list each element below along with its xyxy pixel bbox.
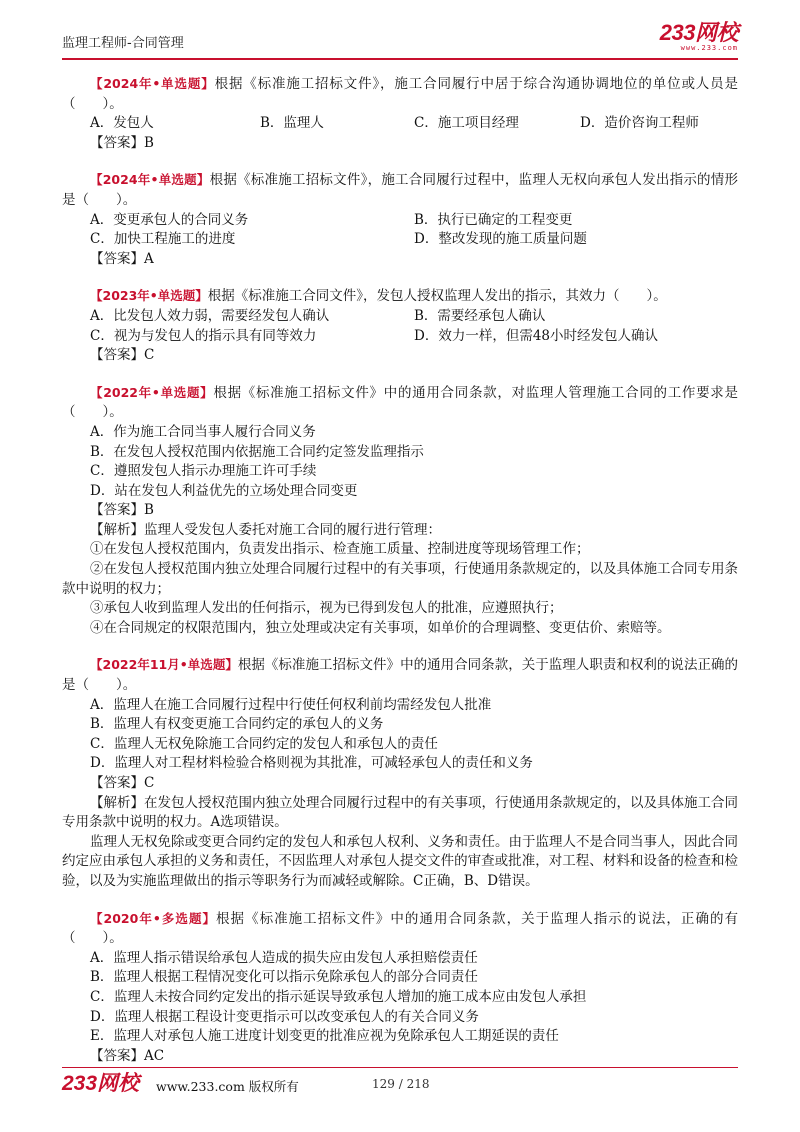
option: B．需要经承包人确认	[414, 307, 546, 324]
answer: 【答案】C	[90, 347, 155, 364]
question-tag: 【2022年•单选题】	[90, 384, 214, 400]
option: D．监理人对工程材料检验合格则视为其批准，可减轻承包人的责任和义务	[90, 755, 533, 772]
option: C．视为与发包人的指示具有同等效力	[90, 327, 317, 344]
question-stem	[62, 383, 738, 423]
question-block	[62, 170, 738, 269]
option: D．站在发包人利益优先的立场处理合同变更	[90, 482, 358, 499]
option: A．监理人在施工合同履行过程中行使任何权利前均需经发包人批准	[90, 696, 492, 713]
option: C．监理人未按合同约定发出的指示延误导致承包人增加的施工成本应由发包人承担	[90, 988, 587, 1005]
answer: 【答案】C	[90, 775, 155, 791]
option: B．监理人	[260, 115, 324, 132]
question-stem	[62, 909, 738, 949]
option: E．监理人对承包人施工进度计划变更的批准应视为免除承包人工期延误的责任	[90, 1028, 559, 1045]
options-grid	[62, 307, 738, 346]
option: C．遵照发包人指示办理施工许可手续	[90, 463, 317, 480]
options-grid	[62, 211, 738, 250]
option: B．监理人有权变更施工合同约定的承包人的义务	[90, 716, 384, 733]
question-tag: 【2023年•单选题】	[90, 288, 208, 304]
header-divider	[62, 58, 738, 60]
option: C．加快工程施工的进度	[90, 231, 236, 248]
explanation-line: 【解析】在发包人授权范围内独立处理合同履行过程中的有关事项，行使通用条款规定的，以及具体施工合同专用条款中说明的权力。A选项错误。	[62, 794, 738, 831]
footer-logo: 233网校	[62, 1072, 140, 1095]
answer: 【答案】B	[90, 134, 154, 151]
page-header	[62, 22, 738, 56]
document-title: 监理工程师-合同管理	[62, 36, 184, 51]
question-text: 根据《标准施工招标文件》中的通用合同条款，关于监理人指示的说法，正确的有（ ）。	[62, 910, 739, 947]
explanation-line: ③承包人收到监理人发出的任何指示，视为已得到发包人的批准，应遵照执行；	[90, 600, 563, 617]
option: B．执行已确定的工程变更	[414, 211, 573, 228]
brand-logo	[660, 22, 738, 53]
options-row	[62, 114, 738, 134]
page-content	[62, 74, 738, 1083]
question-text: 根据《标准施工合同文件》，发包人授权监理人发出的指示，其效力（ ）。	[207, 288, 667, 305]
explanation-line: 监理人无权免除或变更合同约定的发包人和承包人权利、义务和责任。由于监理人不是合同当事人，因此合同约定应由承包人承担的义务和责任，不因监理人对承包人提交文件的审查或批准，对工程、材料和设备的检查和检验，以及为实施监理做出的指示等职务行为而减轻或解除。C正确，B、D错误。	[62, 833, 738, 889]
question-text: 根据《标准施工招标文件》，施工合同履行中居于综合沟通协调地位的单位或人员是（ ）。	[62, 76, 738, 112]
option: D．造价咨询工程师	[580, 115, 699, 132]
answer: 【答案】AC	[90, 1047, 165, 1064]
question-tag: 【2024年•单选题】	[90, 172, 210, 188]
footer-copyright: www.233.com 版权所有	[156, 1079, 299, 1094]
option: A．发包人	[90, 115, 154, 132]
question-block	[62, 909, 738, 1067]
question-stem	[62, 74, 738, 114]
explanation-line: ④在合同规定的权限范围内，独立处理或决定有关事项，如单价的合理调整、变更估价、索赔等。	[90, 619, 671, 636]
option: C．监理人无权免除施工合同约定的发包人和承包人的责任	[90, 735, 438, 752]
option: B．监理人根据工程情况变化可以指示免除承包人的部分合同责任	[90, 969, 478, 986]
question-block	[62, 74, 738, 153]
option: D．效力一样，但需48小时经发包人确认	[414, 327, 659, 344]
question-stem	[62, 170, 738, 210]
option: A．变更承包人的合同义务	[90, 211, 249, 228]
option: A．监理人指示错误给承包人造成的损失应由发包人承担赔偿责任	[90, 949, 478, 966]
question-block	[62, 655, 738, 891]
answer: 【答案】A	[90, 250, 154, 267]
question-tag: 【2022年11月•单选题】	[90, 657, 238, 673]
page-number: 129 / 218	[372, 1077, 430, 1091]
explanation-line: 【解析】监理人受发包人委托对施工合同的履行进行管理：	[90, 521, 441, 538]
explanation-line: ①在发包人授权范围内，负责发出指示、检查施工质量、控制进度等现场管理工作；	[90, 541, 590, 558]
option: A．作为施工合同当事人履行合同义务	[90, 423, 316, 440]
question-text: 根据《标准施工招标文件》中的通用合同条款，对监理人管理施工合同的工作要求是（ ）。	[62, 384, 739, 421]
option: D．整改发现的施工质量问题	[414, 231, 587, 248]
question-tag: 【2020年•多选题】	[90, 910, 217, 926]
question-text: 根据《标准施工招标文件》中的通用合同条款，关于监理人职责和权利的说法正确的是（ ）。	[62, 657, 738, 694]
question-tag: 【2024年•单选题】	[90, 76, 215, 91]
option: D．监理人根据工程设计变更指示可以改变承包人的有关合同义务	[90, 1008, 479, 1025]
question-text: 根据《标准施工招标文件》，施工合同履行过程中，监理人无权向承包人发出指示的情形是（ ）。	[62, 172, 739, 208]
page-footer	[62, 1073, 738, 1097]
question-stem	[62, 655, 738, 695]
question-stem	[62, 286, 738, 307]
question-block	[62, 383, 738, 639]
logo-url: www.233.com	[680, 44, 738, 52]
logo-text: 233网校	[659, 20, 738, 45]
explanation-line: ②在发包人授权范围内独立处理合同履行过程中的有关事项，行使通用条款规定的，以及具体施工合同专用条款中说明的权力；	[62, 561, 738, 597]
option: C．施工项目经理	[414, 115, 519, 132]
answer: 【答案】B	[90, 502, 154, 519]
question-block	[62, 286, 738, 365]
option: B．在发包人授权范围内依据施工合同约定签发监理指示	[90, 443, 424, 460]
footer-divider	[62, 1067, 738, 1068]
option: A．比发包人效力弱，需要经发包人确认	[90, 307, 330, 324]
